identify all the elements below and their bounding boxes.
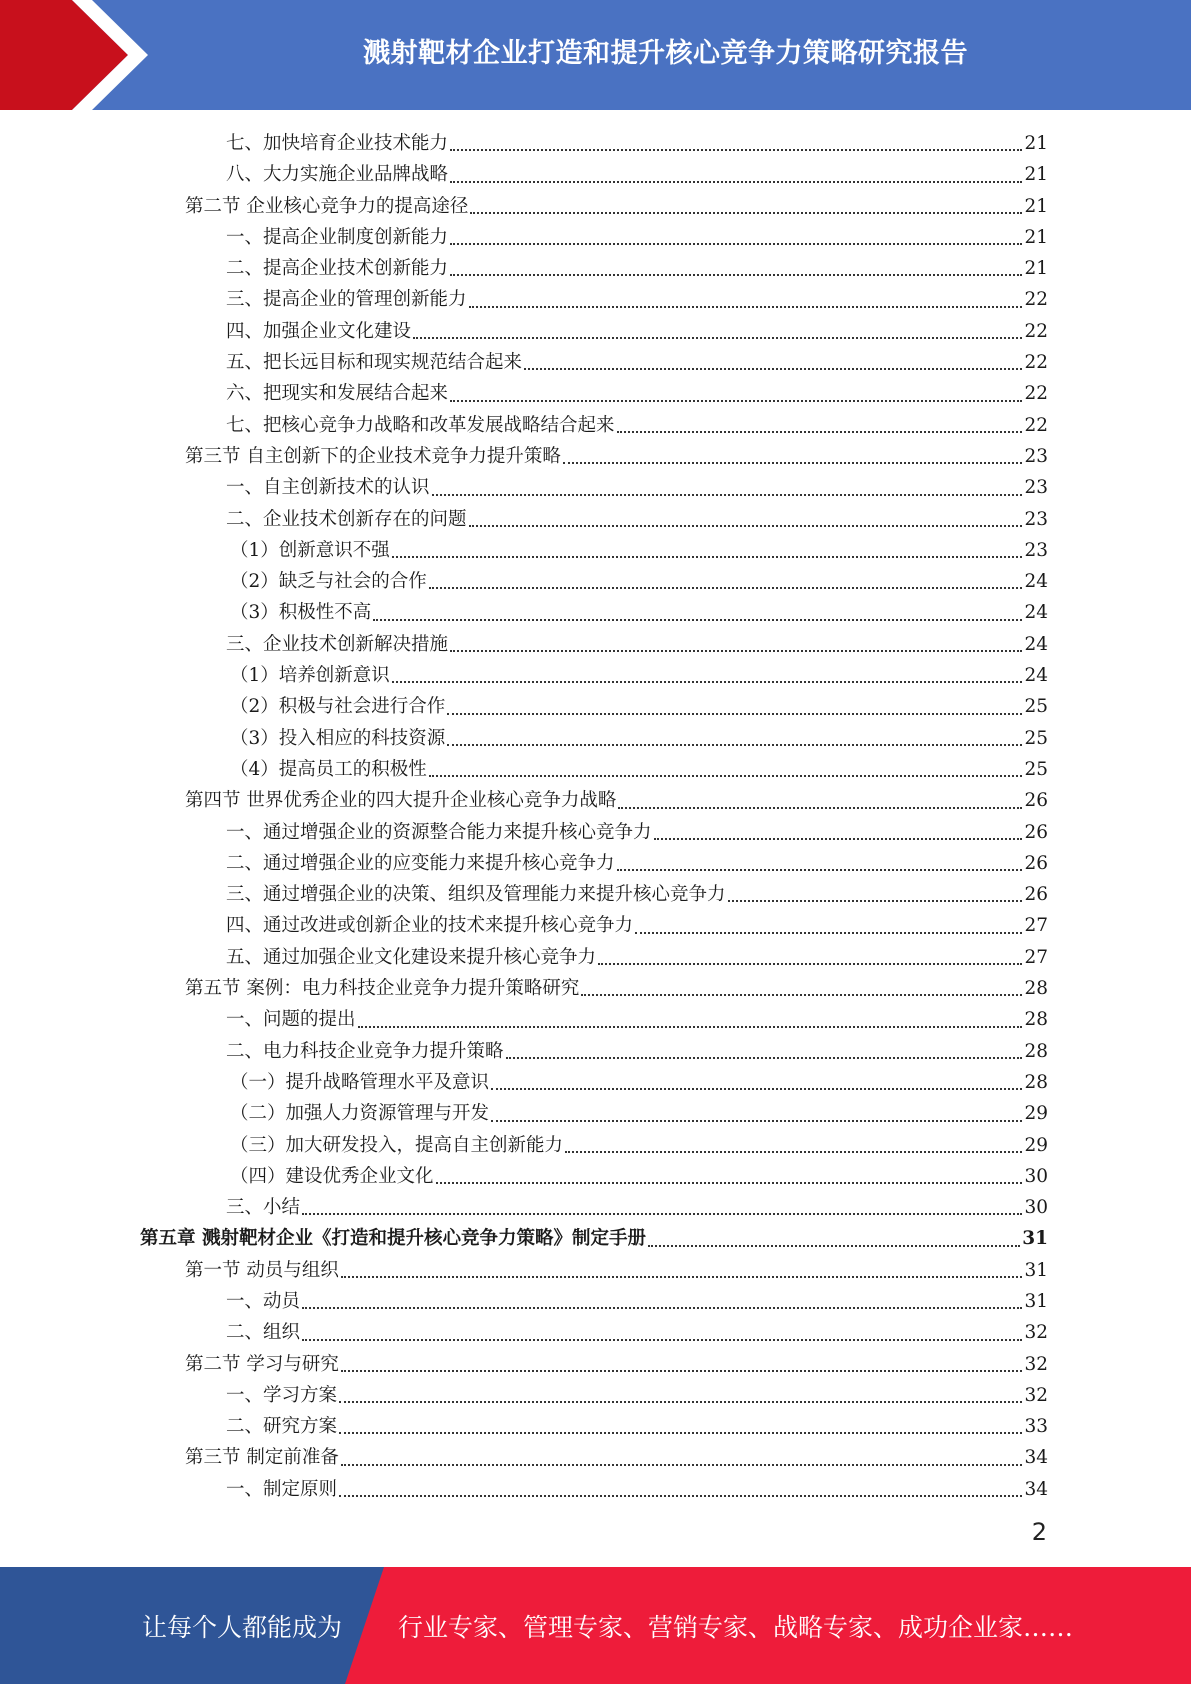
toc-dot-leader: [617, 868, 1023, 871]
toc-entry-page: 22: [1024, 352, 1048, 374]
footer-slogan-right: 行业专家、管理专家、营销专家、战略专家、成功企业家……: [398, 1612, 1074, 1642]
toc-entry-page: 27: [1024, 915, 1048, 937]
toc-entry[interactable]: [140, 222, 1048, 253]
toc-entry[interactable]: [140, 1411, 1048, 1442]
toc-entry-label: 一、自主创新技术的认识: [226, 477, 430, 499]
toc-entry-page: 29: [1024, 1134, 1048, 1156]
toc-entry-label: （一）提升战略管理水平及意识: [230, 1071, 490, 1093]
toc-entry-label: （1）创新意识不强: [230, 539, 390, 561]
toc-dot-leader: [469, 305, 1023, 308]
toc-entry-label: 二、企业技术创新存在的问题: [226, 508, 467, 530]
toc-entry-label: 三、通过增强企业的决策、组织及管理能力来提升核心竞争力: [226, 884, 726, 906]
toc-entry-label: 第五章 溅射靶材企业《打造和提升核心竞争力策略》制定手册: [140, 1228, 646, 1250]
toc-dot-leader: [617, 430, 1023, 433]
toc-entry-label: 六、把现实和发展结合起来: [226, 383, 449, 405]
toc-entry-page: 22: [1024, 414, 1048, 436]
toc-entry[interactable]: [140, 159, 1048, 190]
toc-entry[interactable]: [140, 942, 1048, 973]
toc-dot-leader: [470, 211, 1022, 214]
toc-entry-page: 31: [1024, 1259, 1048, 1281]
footer-slogan-left: 让每个人都能成为: [142, 1612, 343, 1642]
toc-entry[interactable]: [140, 1130, 1048, 1161]
toc-dot-leader: [491, 1119, 1022, 1122]
toc-entry-page: 32: [1024, 1322, 1048, 1344]
toc-dot-leader: [506, 1056, 1023, 1059]
toc-entry[interactable]: [140, 1161, 1048, 1192]
toc-entry-page: 21: [1024, 195, 1048, 217]
toc-entry-label: 三、小结: [226, 1197, 301, 1219]
toc-entry[interactable]: [140, 1067, 1048, 1098]
toc-entry-label: 一、学习方案: [226, 1384, 338, 1406]
toc-entry[interactable]: [140, 1442, 1048, 1473]
toc-entry-page: 32: [1024, 1353, 1048, 1375]
toc-dot-leader: [339, 1431, 1022, 1434]
toc-entry-label: （二）加强人力资源管理与开发: [230, 1103, 490, 1125]
toc-entry[interactable]: [140, 1255, 1048, 1286]
toc-entry-label: （3）投入相应的科技资源: [230, 727, 446, 749]
toc-entry[interactable]: [140, 973, 1048, 1004]
toc-entry-page: 25: [1024, 758, 1048, 780]
toc-entry-page: 23: [1024, 508, 1048, 530]
toc-entry[interactable]: [140, 1349, 1048, 1380]
toc-entry-page: 22: [1024, 320, 1048, 342]
toc-entry[interactable]: [140, 1223, 1048, 1254]
toc-entry-page: 24: [1024, 602, 1048, 624]
toc-entry-page: 24: [1024, 571, 1048, 593]
toc-entry-page: 26: [1024, 790, 1048, 812]
toc-entry-page: 30: [1024, 1197, 1048, 1219]
toc-entry[interactable]: [140, 817, 1048, 848]
toc-entry-label: 第三节 制定前准备: [185, 1447, 339, 1469]
toc-entry-page: 28: [1024, 978, 1048, 1000]
toc-entry-page: 28: [1024, 1040, 1048, 1062]
toc-entry-page: 23: [1024, 445, 1048, 467]
toc-entry[interactable]: [140, 347, 1048, 378]
toc-entry-page: 27: [1024, 946, 1048, 968]
toc-dot-leader: [341, 1369, 1023, 1372]
toc-dot-leader: [728, 899, 1023, 902]
toc-entry[interactable]: [140, 691, 1048, 722]
toc-entry[interactable]: [140, 1286, 1048, 1317]
toc-entry-label: 三、提高企业的管理创新能力: [226, 289, 467, 311]
toc-entry-page: 32: [1024, 1384, 1048, 1406]
toc-dot-leader: [648, 1244, 1020, 1247]
toc-entry[interactable]: [140, 1192, 1048, 1223]
toc-dot-leader: [392, 555, 1023, 558]
toc-dot-leader: [450, 649, 1022, 652]
toc-entry-page: 22: [1024, 289, 1048, 311]
toc-entry-label: 二、组织: [226, 1322, 301, 1344]
toc-dot-leader: [413, 336, 1022, 339]
toc-dot-leader: [581, 993, 1022, 996]
toc-dot-leader: [302, 1338, 1022, 1341]
toc-dot-leader: [450, 180, 1022, 183]
toc-entry[interactable]: [140, 848, 1048, 879]
toc-entry-label: 一、制定原则: [226, 1478, 338, 1500]
toc-dot-leader: [429, 586, 1023, 589]
toc-entry-label: 第三节 自主创新下的企业技术竞争力提升策略: [185, 445, 561, 467]
toc-dot-leader: [341, 1275, 1023, 1278]
toc-entry-page: 30: [1024, 1165, 1048, 1187]
toc-entry-label: 第二节 企业核心竞争力的提高途径: [185, 195, 469, 217]
toc-entry[interactable]: [140, 1098, 1048, 1129]
toc-dot-leader: [450, 399, 1022, 402]
toc-entry[interactable]: [140, 535, 1048, 566]
toc-entry-label: （1）培养创新意识: [230, 665, 390, 687]
toc-entry[interactable]: [140, 441, 1048, 472]
toc-entry-label: （2）积极与社会进行合作: [230, 696, 446, 718]
toc-entry-label: 七、加快培育企业技术能力: [226, 133, 449, 154]
toc-entry[interactable]: [140, 316, 1048, 347]
toc-dot-leader: [618, 806, 1022, 809]
toc-entry-page: 21: [1024, 226, 1048, 248]
toc-entry[interactable]: [140, 410, 1048, 441]
toc-entry-label: 一、动员: [226, 1290, 301, 1312]
toc-entry-label: 四、加强企业文化建设: [226, 320, 412, 342]
toc-entry-label: 八、大力实施企业品牌战略: [226, 164, 449, 186]
toc-entry-label: 一、提高企业制度创新能力: [226, 226, 449, 248]
toc-entry[interactable]: [140, 597, 1048, 628]
table-of-contents: [140, 128, 1048, 1505]
toc-entry-label: （3）积极性不高: [230, 602, 372, 624]
toc-entry-label: 一、问题的提出: [226, 1009, 356, 1031]
toc-entry[interactable]: [140, 504, 1048, 535]
toc-dot-leader: [429, 774, 1023, 777]
toc-entry[interactable]: [140, 472, 1048, 503]
toc-entry[interactable]: [140, 879, 1048, 910]
toc-dot-leader: [450, 148, 1022, 151]
page-footer: [0, 1567, 1191, 1684]
document-title: 溅射靶材企业打造和提升核心竞争力策略研究报告: [363, 37, 968, 69]
toc-dot-leader: [524, 367, 1022, 370]
page-header: [0, 0, 1191, 110]
toc-entry-page: 31: [1024, 1290, 1048, 1312]
toc-dot-leader: [302, 1212, 1022, 1215]
toc-entry-page: 28: [1024, 1071, 1048, 1093]
toc-dot-leader: [563, 461, 1023, 464]
toc-entry[interactable]: [140, 723, 1048, 754]
page-number: 2: [1031, 1518, 1047, 1546]
toc-entry[interactable]: [140, 284, 1048, 315]
toc-entry-label: （四）建设优秀企业文化: [230, 1165, 434, 1187]
toc-entry-label: 第二节 学习与研究: [185, 1353, 339, 1375]
toc-dot-leader: [339, 1400, 1022, 1403]
toc-entry-label: 第五节 案例：电力科技企业竞争力提升策略研究: [185, 978, 580, 1000]
toc-dot-leader: [565, 1150, 1022, 1153]
toc-entry-page: 25: [1024, 727, 1048, 749]
toc-dot-leader: [450, 242, 1022, 245]
toc-entry-page: 26: [1024, 821, 1048, 843]
toc-entry-page: 22: [1024, 383, 1048, 405]
toc-entry-label: （2）缺乏与社会的合作: [230, 571, 427, 593]
toc-entry[interactable]: [140, 1004, 1048, 1035]
toc-entry[interactable]: [140, 629, 1048, 660]
toc-entry-label: 二、研究方案: [226, 1416, 338, 1438]
toc-entry-label: 二、提高企业技术创新能力: [226, 258, 449, 280]
toc-entry-label: （4）提高员工的积极性: [230, 758, 427, 780]
toc-dot-leader: [392, 680, 1023, 683]
toc-dot-leader: [432, 493, 1023, 496]
toc-dot-leader: [598, 962, 1022, 965]
toc-dot-leader: [450, 273, 1022, 276]
toc-dot-leader: [654, 837, 1023, 840]
toc-entry-page: 23: [1024, 539, 1048, 561]
toc-entry-page: 26: [1024, 852, 1048, 874]
toc-entry-page: 34: [1024, 1447, 1048, 1469]
toc-entry-page: 31: [1022, 1228, 1048, 1250]
toc-entry-label: 四、通过改进或创新企业的技术来提升核心竞争力: [226, 915, 634, 937]
toc-entry[interactable]: [140, 378, 1048, 409]
toc-entry[interactable]: [140, 910, 1048, 941]
toc-dot-leader: [302, 1306, 1022, 1309]
toc-entry-label: 七、把核心竞争力战略和改革发展战略结合起来: [226, 414, 615, 436]
toc-entry[interactable]: [140, 566, 1048, 597]
toc-entry-page: 26: [1024, 884, 1048, 906]
toc-entry-page: 21: [1024, 164, 1048, 186]
toc-entry-label: 第四节 世界优秀企业的四大提升企业核心竞争力战略: [185, 790, 617, 812]
toc-dot-leader: [358, 1025, 1023, 1028]
toc-entry[interactable]: [140, 253, 1048, 284]
toc-dot-leader: [447, 712, 1022, 715]
toc-entry-page: 24: [1024, 633, 1048, 655]
toc-dot-leader: [635, 931, 1022, 934]
toc-entry-label: （三）加大研发投入，提高自主创新能力: [230, 1134, 564, 1156]
toc-entry-label: 二、通过增强企业的应变能力来提升核心竞争力: [226, 852, 615, 874]
toc-entry[interactable]: [140, 1317, 1048, 1348]
toc-dot-leader: [447, 743, 1022, 746]
toc-entry-page: 28: [1024, 1009, 1048, 1031]
toc-entry[interactable]: [140, 754, 1048, 785]
toc-entry[interactable]: [140, 1474, 1048, 1505]
toc-dot-leader: [373, 618, 1022, 621]
toc-entry-page: 33: [1024, 1416, 1048, 1438]
toc-entry-label: 第一节 动员与组织: [185, 1259, 339, 1281]
toc-entry-page: 29: [1024, 1103, 1048, 1125]
toc-entry[interactable]: [140, 1380, 1048, 1411]
toc-dot-leader: [491, 1087, 1022, 1090]
toc-entry-page: 24: [1024, 665, 1048, 687]
toc-entry-page: 21: [1024, 258, 1048, 280]
toc-entry-label: 五、通过加强企业文化建设来提升核心竞争力: [226, 946, 597, 968]
toc-entry[interactable]: [140, 1036, 1048, 1067]
toc-entry-label: 三、企业技术创新解决措施: [226, 633, 449, 655]
toc-entry-page: 21: [1024, 133, 1048, 154]
toc-entry[interactable]: [140, 660, 1048, 691]
header-arrow-decoration: [0, 0, 150, 110]
toc-entry[interactable]: [140, 128, 1048, 159]
toc-entry[interactable]: [140, 785, 1048, 816]
toc-dot-leader: [436, 1181, 1023, 1184]
toc-entry-page: 34: [1024, 1478, 1048, 1500]
toc-dot-leader: [341, 1463, 1023, 1466]
toc-entry-page: 25: [1024, 696, 1048, 718]
toc-entry-label: 五、把长远目标和现实规范结合起来: [226, 352, 523, 374]
toc-entry-label: 一、通过增强企业的资源整合能力来提升核心竞争力: [226, 821, 652, 843]
toc-entry-page: 23: [1024, 477, 1048, 499]
toc-dot-leader: [469, 524, 1023, 527]
toc-entry-label: 二、电力科技企业竞争力提升策略: [226, 1040, 504, 1062]
toc-dot-leader: [339, 1494, 1022, 1497]
toc-entry[interactable]: [140, 191, 1048, 222]
